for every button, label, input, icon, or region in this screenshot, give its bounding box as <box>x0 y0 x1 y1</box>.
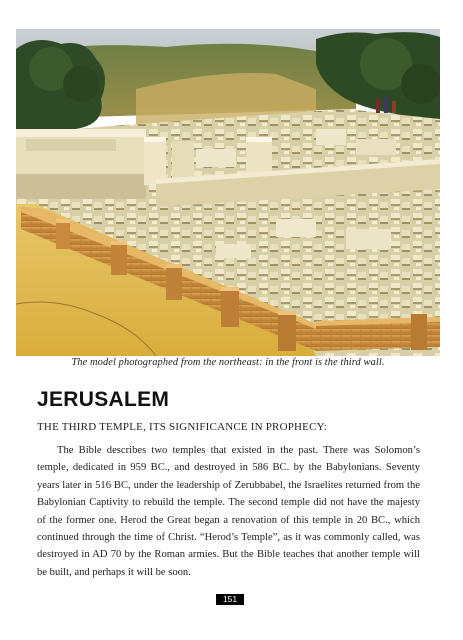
photo-caption: The model photographed from the northeast: in the front is the third wall. <box>71 357 385 368</box>
article-subtitle: THE THIRD TEMPLE, ITS SIGNIFICANCE IN PROPHECY: <box>37 421 328 433</box>
article-title: JERUSALEM <box>37 388 170 411</box>
jerusalem-model-image <box>16 29 440 356</box>
page-number: 151 <box>216 594 244 605</box>
model-photograph <box>16 29 440 356</box>
article-body: The Bible describes two temples that existed in the past. There was Solomon’s temple, dedicated in 959 BC., and destroyed in 586 BC. by the Babylonians. Seventy years later in 516 BC, under the leadership of Zerubbabel, the Israelites returned from the Babylonian Captivity to rebuild the temple. The second temple did not have the majesty of the former one. Herod the Great began a renovation of this temple in 20 BC., which continued through the time of Christ. “Herod’s Temple”, as it was commonly called, was destroyed in AD 70 by the Roman armies. But the Bible teaches that another temple will be built, and perhaps it will be soon. <box>37 445 420 578</box>
